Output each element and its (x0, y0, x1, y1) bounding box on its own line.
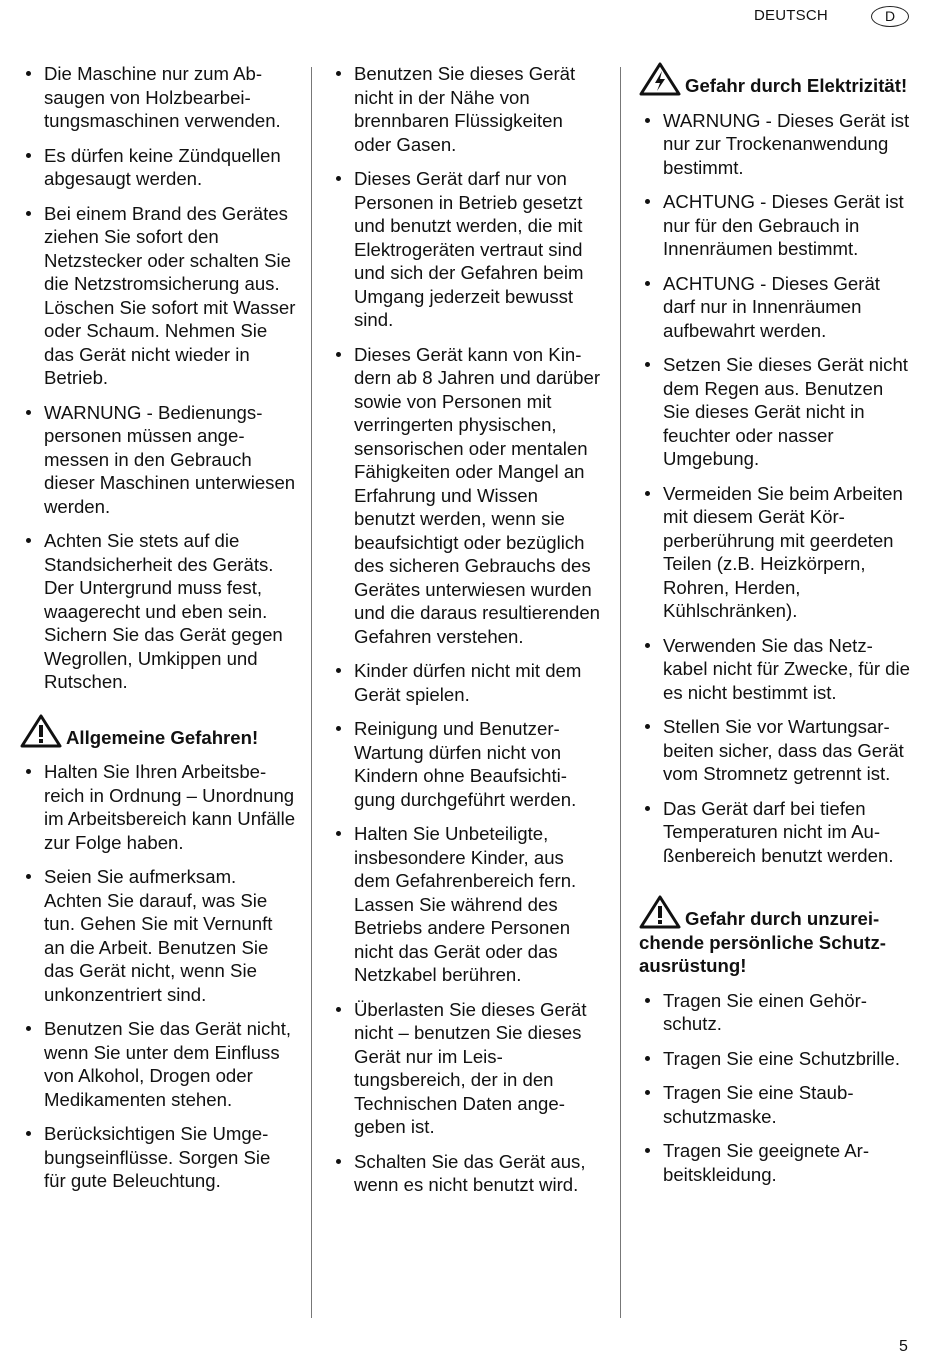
list-item (330, 167, 602, 332)
list-item-text: Die Maschine nur zum Absaugen von Holzbearbeitungsmaschinen verwenden. (44, 63, 281, 131)
bullet (336, 668, 341, 673)
list-item (639, 1139, 911, 1186)
bullet (26, 211, 31, 216)
list-item-text: Halten Sie Ihren Arbeitsbereich in Ordnung – Unordnung im Arbeitsbereich kann Unfälle zur Folge haben. (44, 761, 296, 853)
list-item-text: Verwenden Sie das Netzkabel nicht für Zwecke, für die es nicht bestimmt ist. (663, 634, 910, 703)
list-item (330, 717, 602, 811)
list-item-text: Vermeiden Sie beim Arbeiten mit diesem Gerät Körperberührung mit geerdeten Teilen (z.B. Heizkörpern, Rohren, Herden, Kühlschränken). (663, 482, 903, 621)
general-hazards-heading (20, 714, 296, 750)
list-item (20, 62, 296, 133)
list-item-text: Tragen Sie eine Staubschutzmaske. (663, 1082, 854, 1127)
list-item-text: Das Gerät darf bei tiefen Temperaturen nicht im Außenbereich benutzt werden. (663, 797, 894, 866)
list-item-text: ACHTUNG - Dieses Gerät darf nur in Innenräumen aufbewahrt werden. (663, 272, 880, 341)
list-item (639, 715, 911, 786)
bullet (26, 769, 31, 774)
bullet (336, 1007, 341, 1012)
list-item (639, 797, 911, 868)
warning-triangle-icon (20, 714, 62, 748)
list-item (20, 401, 296, 519)
list-item-text: Überlasten Sie dieses Gerät nicht – benutzen Sie dieses Gerät nur im Leistungsbereich, der in den Technischen Daten angegeben ist. (354, 998, 587, 1137)
list-item-text: Dieses Gerät kann von Kindern ab 8 Jahren und darüber sowie von Personen mit verringerten physischen, sensorischen oder mentalen Fähigkeiten oder Mangel an Erfahrung und Wissen benutzt werden, wenn sie beaufsichtigt oder bezüglich des sicheren Gebrauchs des Gerätes unterwiesen wurden und die daraus resultierenden Gefahren verstehen. (354, 343, 601, 647)
list-item (639, 989, 911, 1036)
list-item (20, 760, 296, 854)
bullet (336, 71, 341, 76)
list-item (639, 190, 911, 261)
list-item-text: Benutzen Sie dieses Gerät nicht in der Nähe von brennbaren Flüssigkeiten oder Gasen. (354, 63, 576, 155)
list-item-text: Setzen Sie dieses Gerät nicht dem Regen aus. Benutzen Sie dieses Gerät nicht in feuchter oder nasser Umgebung. (663, 354, 908, 469)
bullet (645, 724, 650, 729)
list-item (639, 1081, 911, 1128)
list-item-text: Achten Sie stets auf die Standsicherheit des Geräts. Der Untergrund muss fest, waagerecht und eben sein. Sichern Sie das Gerät gegen Wegrollen, Umkippen und Rutschen. (44, 530, 283, 692)
ppe-hazard-heading (639, 895, 911, 978)
list-item (639, 353, 911, 471)
list-item (639, 482, 911, 623)
page-number: 5 (899, 1338, 908, 1355)
list-item-text: Tragen Sie eine Schutzbrille. (663, 1047, 901, 1069)
ppe-list (639, 989, 911, 1187)
list-item-text: Tragen Sie einen Gehörschutz. (663, 989, 867, 1034)
list-item-text: Bei einem Brand des Gerätes ziehen Sie sofort den Netzstecker oder schalten Sie die Netzstromsicherung aus. Löschen Sie sofort mit Wasser oder Schaum. Nehmen Sie das Gerät nicht wieder in Betrieb. (44, 202, 296, 388)
bullet (645, 1090, 650, 1095)
list-item (330, 343, 602, 649)
column-1 (20, 62, 296, 1204)
list-item-text: Tragen Sie geeignete Arbeitskleidung. (663, 1140, 870, 1185)
column-divider-1 (311, 67, 312, 1318)
electrical-hazards-list (639, 109, 911, 868)
bullet (26, 874, 31, 879)
list-item-text: Halten Sie Unbeteiligte, insbesondere Kinder, aus dem Gefahrenbereich fern. Lassen Sie während des Betriebs andere Personen nicht das Gerät oder das Netzkabel berühren. (354, 823, 577, 985)
language-label: DEUTSCH (754, 7, 828, 24)
safety-list-middle (330, 62, 602, 1197)
general-hazards-list (20, 760, 296, 1193)
list-item (20, 1017, 296, 1111)
bullet (645, 643, 650, 648)
list-item (20, 202, 296, 390)
bullet (26, 1131, 31, 1136)
list-item-text: Reinigung und Benutzer-Wartung dürfen nicht von Kindern ohne Beaufsichtigung durchgeführt werden. (354, 718, 577, 810)
bullet (645, 362, 650, 367)
list-item-text: Dieses Gerät darf nur von Personen in Betrieb gesetzt und benutzt werden, die mit Elektrogeräten vertraut sind und sich der Gefahren beim Umgang jederzeit bewusst sind. (354, 168, 584, 330)
bullet (26, 410, 31, 415)
warning-triangle-icon (639, 895, 681, 929)
bullet (26, 153, 31, 158)
bullet (336, 726, 341, 731)
electrical-hazard-heading (639, 62, 911, 98)
list-item-text: Es dürfen keine Zündquellen abgesaugt werden. (44, 144, 281, 189)
bullet (26, 538, 31, 543)
bullet (26, 71, 31, 76)
bullet (645, 806, 650, 811)
list-item-text: Stellen Sie vor Wartungsarbeiten sicher, dass das Gerät vom Stromnetz getrennt ist. (663, 716, 904, 784)
list-item (639, 634, 911, 705)
list-item (330, 822, 602, 987)
list-item (20, 1122, 296, 1193)
list-item (330, 998, 602, 1139)
list-item (330, 659, 602, 706)
bullet (645, 1056, 650, 1061)
list-item (330, 62, 602, 156)
general-hazards-heading-text: Allgemeine Gefahren! (66, 726, 259, 748)
list-item (20, 529, 296, 694)
list-item-text: Schalten Sie das Gerät aus, wenn es nicht benutzt wird. (354, 1150, 586, 1195)
bullet (336, 831, 341, 836)
language-code-badge: D (871, 6, 909, 27)
column-2 (330, 62, 602, 1208)
bullet (645, 491, 650, 496)
list-item (20, 865, 296, 1006)
list-item-text: Kinder dürfen nicht mit dem Gerät spielen. (354, 660, 582, 705)
bullet (26, 1026, 31, 1031)
list-item-text: Seien Sie aufmerksam. Achten Sie darauf, was Sie tun. Gehen Sie mit Vernunft an die Arbeit. Benutzen Sie das Gerät nicht, wenn Sie unkonzentriert sind. (44, 866, 273, 1005)
list-item-text: WARNUNG - Bedienungspersonen müssen angemessen in den Gebrauch dieser Maschinen unterwiesen werden. (44, 401, 296, 517)
bullet (645, 118, 650, 123)
list-item (639, 1047, 911, 1071)
list-item-text: Benutzen Sie das Gerät nicht, wenn Sie unter dem Einfluss von Alkohol, Drogen oder Medikamenten stehen. (44, 1018, 292, 1110)
electric-hazard-icon (639, 62, 681, 96)
list-item-text: ACHTUNG - Dieses Gerät ist nur für den Gebrauch in Innenräumen bestimmt. (663, 191, 904, 259)
list-item (639, 109, 911, 180)
list-item-text: WARNUNG - Dieses Gerät ist nur zur Trockenanwendung bestimmt. (663, 109, 910, 178)
bullet (336, 176, 341, 181)
bullet (336, 352, 341, 357)
safety-list-top (20, 62, 296, 694)
bullet (645, 1148, 650, 1153)
list-item-text: Berücksichtigen Sie Umgebungseinflüsse. Sorgen Sie für gute Beleuchtung. (44, 1123, 271, 1191)
list-item (330, 1150, 602, 1197)
list-item (639, 272, 911, 343)
list-item (20, 144, 296, 191)
bullet (336, 1159, 341, 1164)
ppe-hazard-heading-text: Gefahr durch unzureichende persönliche Schutzausrüstung! (639, 908, 886, 976)
column-divider-2 (620, 67, 621, 1318)
bullet (645, 281, 650, 286)
column-3 (639, 62, 911, 1197)
bullet (645, 998, 650, 1003)
electrical-hazard-heading-text: Gefahr durch Elektrizität! (685, 75, 908, 96)
bullet (645, 199, 650, 204)
